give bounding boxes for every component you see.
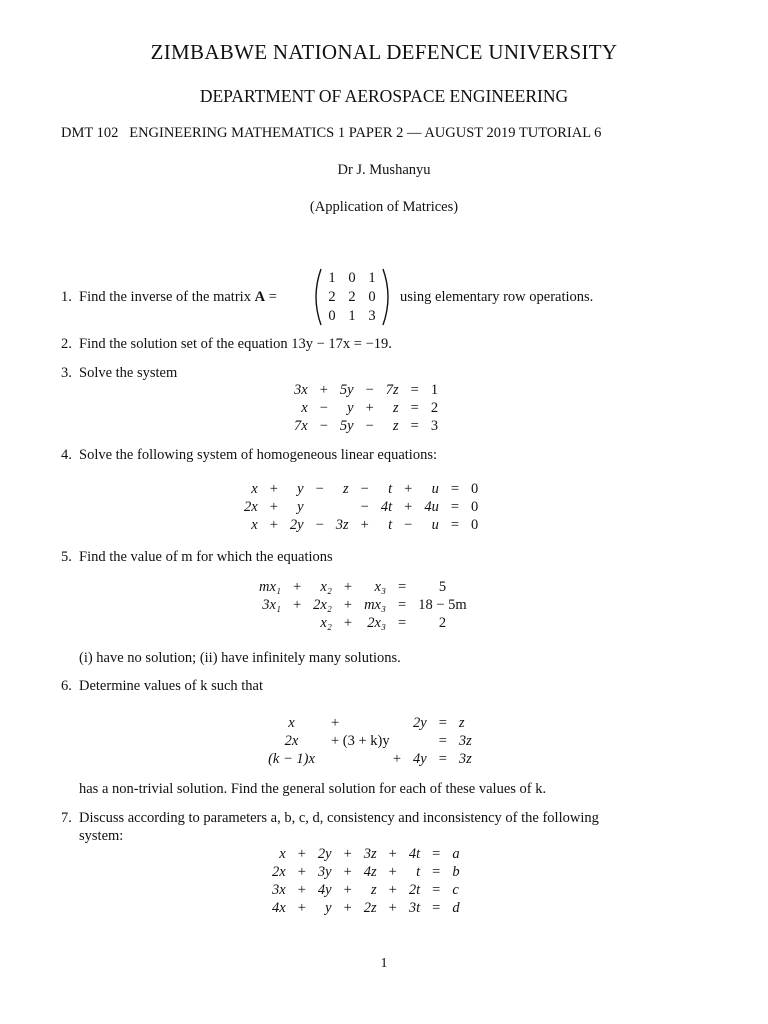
term: 2x xyxy=(272,864,286,880)
term: t xyxy=(416,864,421,880)
op: = xyxy=(450,499,459,515)
op: = xyxy=(450,481,459,497)
term: mx₁ xyxy=(259,579,281,595)
term: y xyxy=(297,481,304,497)
matrix-cell: 2 xyxy=(328,289,336,305)
op: + xyxy=(343,597,353,613)
equation-row xyxy=(238,516,484,534)
term: z xyxy=(393,418,399,434)
op: = xyxy=(432,900,441,916)
op: + xyxy=(343,846,352,862)
page-number: 1 xyxy=(380,956,388,971)
term: 3z xyxy=(458,733,472,749)
term: y xyxy=(297,499,304,515)
term: t xyxy=(388,481,393,497)
question-4 xyxy=(61,447,437,464)
op: + xyxy=(297,900,306,916)
term: 3x xyxy=(272,882,286,898)
op: − xyxy=(319,400,328,416)
term: a xyxy=(452,846,460,862)
equation-row xyxy=(266,899,466,917)
matrix-cell: 2 xyxy=(348,289,356,305)
question-7 xyxy=(61,810,681,827)
term: 3t xyxy=(408,900,421,916)
equation-row xyxy=(288,417,444,435)
op: + xyxy=(388,864,397,880)
op: = xyxy=(432,882,441,898)
term: 4x xyxy=(272,900,286,916)
term: x₂ xyxy=(320,579,332,595)
term: 2 xyxy=(430,400,439,416)
term xyxy=(253,614,287,632)
term: u xyxy=(431,517,439,533)
term: x xyxy=(279,846,286,862)
op: = xyxy=(410,418,419,434)
op: + xyxy=(292,579,302,595)
term: 5y xyxy=(339,382,354,398)
matrix-cell: 1 xyxy=(328,270,336,286)
term: 2x xyxy=(244,499,258,515)
term: 2x xyxy=(284,733,299,749)
term: z xyxy=(371,882,377,898)
q7-text: Discuss according to parameters a, b, c, d, consistency and inconsistency of the following xyxy=(79,810,599,826)
q1-eq: = xyxy=(265,289,277,305)
term: 2z xyxy=(363,900,377,916)
question-number: 6. xyxy=(61,678,72,694)
term: 3y xyxy=(317,864,332,880)
op: = xyxy=(450,517,459,533)
term: 1 xyxy=(430,382,439,398)
equation-row xyxy=(253,578,473,596)
equation-row xyxy=(253,596,473,614)
op: = xyxy=(410,382,419,398)
term: x xyxy=(288,715,295,731)
q7-text-cont: system: xyxy=(79,828,124,844)
term: 5 xyxy=(438,579,447,595)
op: + xyxy=(297,882,306,898)
question-5 xyxy=(61,549,333,566)
op: + xyxy=(343,900,352,916)
matrix-name: A xyxy=(254,289,266,305)
op: + xyxy=(388,900,397,916)
question-number: 4. xyxy=(61,447,72,463)
q5-text: Find the value of m for which the equations xyxy=(79,549,333,565)
term: 3z xyxy=(458,751,472,767)
university-title: ZIMBABWE NATIONAL DEFENCE UNIVERSITY xyxy=(150,40,618,64)
term: u xyxy=(431,481,439,497)
term: mx₃ xyxy=(364,597,387,613)
matrix-cell: 1 xyxy=(368,270,376,286)
term: 7x xyxy=(294,418,308,434)
op: + xyxy=(269,481,278,497)
term: 0 xyxy=(471,517,479,533)
term: z xyxy=(393,400,399,416)
term: 3z xyxy=(363,846,377,862)
term: 7z xyxy=(385,382,399,398)
term: c xyxy=(452,882,459,898)
matrix-cell: 0 xyxy=(368,289,376,305)
author: Dr J. Mushanyu xyxy=(337,162,431,178)
term: 4y xyxy=(413,751,427,767)
question-number: 3. xyxy=(61,365,72,381)
term: 3x xyxy=(294,382,308,398)
term: 2x₂ xyxy=(313,597,332,613)
op: − xyxy=(365,382,374,398)
question-3 xyxy=(61,365,177,382)
op: = xyxy=(398,597,407,613)
term: 2y xyxy=(289,517,304,533)
op: − xyxy=(365,418,374,434)
op: + xyxy=(292,597,302,613)
op: + xyxy=(404,499,413,515)
op: + xyxy=(392,751,401,767)
equation-row xyxy=(266,845,466,863)
equation-row xyxy=(258,732,478,750)
equation-row xyxy=(266,863,466,881)
op: − xyxy=(404,517,413,533)
q3-text: Solve the system xyxy=(79,365,178,381)
term: z xyxy=(343,481,349,497)
question-number: 1. xyxy=(61,289,72,305)
term: 4u xyxy=(424,499,439,515)
op: − xyxy=(315,481,324,497)
q3-system xyxy=(288,381,444,435)
op: + xyxy=(360,517,369,533)
op: + xyxy=(297,864,306,880)
term: y xyxy=(325,900,332,916)
subtitle: (Application of Matrices) xyxy=(309,199,459,215)
term xyxy=(330,498,355,516)
op: = xyxy=(398,615,407,631)
q5-system xyxy=(253,578,473,632)
term: x₂ xyxy=(320,615,332,631)
term: 0 xyxy=(471,481,479,497)
course-line: DMT 102 ENGINEERING MATHEMATICS 1 PAPER 2 — AUGUST 2019 TUTORIAL 6 xyxy=(61,125,602,141)
op: + xyxy=(343,882,352,898)
term: 4t xyxy=(408,846,421,862)
q6-followup: has a non-trivial solution. Find the general solution for each of these values of k. xyxy=(79,781,547,797)
q4-system xyxy=(238,480,484,534)
equation-row xyxy=(288,381,444,399)
op: − xyxy=(315,517,324,533)
term: 2t xyxy=(408,882,421,898)
equation-row xyxy=(288,399,444,417)
term: z xyxy=(458,715,465,731)
term: 5y xyxy=(339,418,354,434)
op: = xyxy=(432,864,441,880)
term: 3 xyxy=(430,418,439,434)
matrix-cell: 3 xyxy=(368,308,376,324)
question-2 xyxy=(61,336,392,353)
equation-row xyxy=(258,750,478,768)
question-number: 5. xyxy=(61,549,72,565)
term: d xyxy=(452,900,460,916)
op: + xyxy=(365,400,374,416)
term: 4z xyxy=(363,864,377,880)
term: 2y xyxy=(317,846,332,862)
op: + xyxy=(331,715,340,731)
op: − xyxy=(360,499,369,515)
q4-text: Solve the following system of homogeneous linear equations: xyxy=(79,447,438,463)
op: = xyxy=(432,846,441,862)
op: + xyxy=(319,382,328,398)
term: x xyxy=(251,481,258,497)
question-number: 7. xyxy=(61,810,72,826)
matrix-cell: 0 xyxy=(328,308,336,324)
op: + xyxy=(269,517,278,533)
term: 4y xyxy=(317,882,332,898)
term: 2 xyxy=(438,615,447,631)
term: y xyxy=(347,400,354,416)
matrix-cell: 0 xyxy=(348,270,356,286)
matrix-cell: 1 xyxy=(348,308,356,324)
q2-text: Find the solution set of the equation 13y − 17x = −19. xyxy=(79,336,392,352)
op: = xyxy=(410,400,419,416)
op: = xyxy=(438,751,447,767)
op: + xyxy=(388,882,397,898)
equation-row xyxy=(266,881,466,899)
term: + (3 + k)y xyxy=(331,733,390,749)
question-1 xyxy=(61,289,277,306)
op: + xyxy=(343,615,353,631)
q1-post-text: using elementary row operations. xyxy=(400,289,594,305)
op: + xyxy=(343,864,352,880)
equation-row xyxy=(238,498,484,516)
term: 2y xyxy=(413,715,427,731)
term: 3z xyxy=(335,517,349,533)
term: x xyxy=(251,517,258,533)
op: − xyxy=(360,481,369,497)
term: x xyxy=(301,400,308,416)
q6-system xyxy=(258,714,478,768)
equation-row xyxy=(258,714,478,732)
term xyxy=(407,732,433,750)
op: = xyxy=(438,733,447,749)
department-title: DEPARTMENT OF AEROSPACE ENGINEERING xyxy=(199,86,569,106)
term: t xyxy=(388,517,393,533)
op: + xyxy=(388,846,397,862)
q1-text: Find the inverse of the matrix xyxy=(79,289,255,305)
term: 4t xyxy=(380,499,393,515)
question-6 xyxy=(61,678,263,695)
question-number: 2. xyxy=(61,336,72,352)
op: + xyxy=(404,481,413,497)
q6-text: Determine values of k such that xyxy=(79,678,264,694)
equation-row xyxy=(253,614,473,632)
op: + xyxy=(269,499,278,515)
op xyxy=(287,614,307,632)
term: (k − 1)x xyxy=(268,751,315,767)
term: 3x₁ xyxy=(262,597,281,613)
q5-followup: (i) have no solution; (ii) have infinitely many solutions. xyxy=(79,650,401,666)
op: + xyxy=(343,579,353,595)
op: − xyxy=(319,418,328,434)
term: 2x₃ xyxy=(367,615,387,631)
op: = xyxy=(438,715,447,731)
op: + xyxy=(297,846,306,862)
op: = xyxy=(398,579,407,595)
op xyxy=(310,498,330,516)
matrix-A xyxy=(312,268,392,326)
term: 18 − 5m xyxy=(418,597,467,613)
term: b xyxy=(452,864,460,880)
term: 0 xyxy=(471,499,479,515)
term: x₃ xyxy=(374,579,387,595)
q7-system xyxy=(266,845,466,917)
equation-row xyxy=(238,480,484,498)
